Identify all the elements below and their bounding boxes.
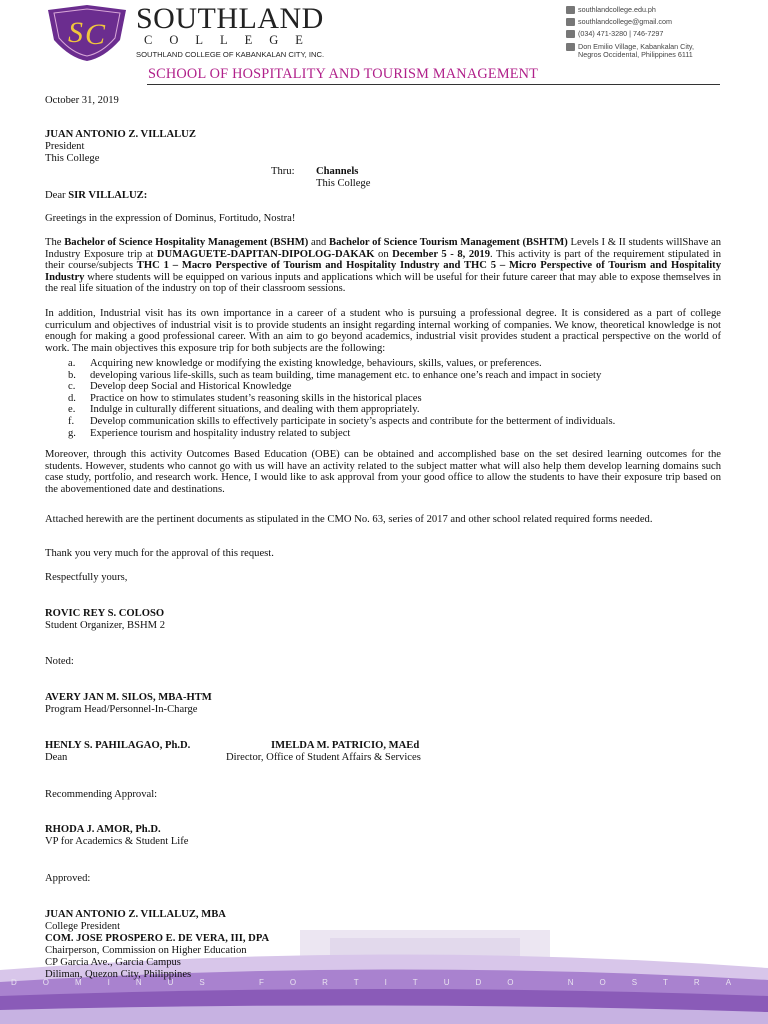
signatory-name: HENLY S. PAHILAGAO, Ph.D. — [45, 740, 191, 751]
brand-fullname: SOUTHLAND COLLEGE OF KABANKALAN CITY, INC. — [136, 50, 325, 59]
paragraph-3: Moreover, through this activity Outcomes Based Education (OBE) can be obtained and accomplished base on the set desired learning outcomes for the students. However, students who cannot go with us will have an activity related to the subject matter what will also help them develop learning domains such case study, portfolio, and research work. Hence, I would like to ask approval from your good office to allow the students to have their exposure trip based on the abovementioned date and destinations. — [45, 449, 721, 495]
list-item: b. developing various life-skills, such as team building, time management etc. to enhance one’s reach and impact in society — [68, 369, 602, 381]
list-item: f. Develop communication skills to effectively participate in society’s aspects and contribute for the betterment of individuals. — [68, 416, 616, 427]
svg-text:S: S — [68, 16, 83, 49]
list-item: c. Develop deep Social and Historical Knowledge — [68, 381, 292, 393]
letter-date: October 31, 2019 — [45, 95, 119, 106]
list-item: g. Experience tourism and hospitality industry related to subject — [68, 427, 351, 439]
recipient-name: JUAN ANTONIO Z. VILLALUZ — [45, 129, 196, 140]
contact-address-1: Don Emilio Village, Kabankalan City, — [578, 42, 694, 51]
signatory-title: VP for Academics & Student Life — [45, 836, 189, 847]
signatory-title: Student Organizer, BSHM 2 — [45, 620, 166, 631]
thru-label: Thru: — [271, 166, 295, 177]
contact-email: southlandcollege@gmail.com — [578, 17, 672, 26]
paragraph-1: The Bachelor of Science Hospitality Management (BSHM) and Bachelor of Science Tourism Management (BSHTM) Levels I & II students willShave an Industry Exposure trip at DUMAGUETE-DAPITAN-DIPOLOG-DAKAK on December 5 - 8, 2019. This activity is part of the requirement stipulated in their course/subjects THC 1 – Macro Perspective of Tourism and Hospitality Industry and THC 5 – Micro Perspective of Tourism and Hospitality Industry where students will be equipped on various inputs and applications which will be useful for their future career that may able to expose themselves in the real life situation of the industry on top of their classroom sessions. — [45, 237, 721, 295]
phone-icon — [566, 30, 575, 38]
signatory-name: COM. JOSE PROSPERO E. DE VERA, III, DPA — [45, 933, 270, 944]
signatory-title: Program Head/Personnel-In-Charge — [45, 704, 198, 715]
closing: Respectfully yours, — [45, 572, 128, 583]
signatory-title: College President — [45, 921, 121, 932]
list-item: d. Practice on how to stimulates student’s reasoning skills in the historical places — [68, 392, 422, 404]
signatory-title: Director, Office of Student Affairs & Services — [226, 752, 421, 763]
footer-motto: DOMINUS FORTITUDO NOSTRA — [10, 978, 758, 987]
signatory-title: Dean — [45, 752, 68, 763]
signatory-name: IMELDA M. PATRICIO, MAEd — [271, 740, 420, 751]
noted-label: Noted: — [45, 656, 74, 667]
contact-web: southlandcollege.edu.ph — [578, 5, 656, 14]
thru-org: This College — [316, 178, 371, 189]
svg-text:C: C — [85, 18, 106, 51]
recommending-label: Recommending Approval: — [45, 789, 158, 800]
thanks-line: Thank you very much for the approval of this request. — [45, 548, 274, 559]
signatory-title: Chairperson, Commission on Higher Education — [45, 945, 247, 956]
salutation-name: SIR VILLALUZ: — [68, 190, 148, 201]
contact-address-2: Negros Occidental, Philippines 6111 — [578, 50, 693, 59]
recipient-title: President — [45, 141, 85, 152]
recipient-org: This College — [45, 153, 100, 164]
web-icon — [566, 6, 575, 14]
signatory-name: AVERY JAN M. SILOS, MBA-HTM — [45, 692, 212, 703]
brand-college: COLLEGE — [144, 33, 320, 47]
signatory-name: RHODA J. AMOR, Ph.D. — [45, 824, 161, 835]
brand-name: SOUTHLAND — [136, 2, 324, 35]
address-line: Diliman, Quezon City, Philippines — [45, 969, 192, 980]
mail-icon — [566, 18, 575, 26]
paragraph-4: Attached herewith are the pertinent documents as stipulated in the CMO No. 63, series of 2017 and other school related required forms needed. — [45, 514, 653, 525]
signatory-name: JUAN ANTONIO Z. VILLALUZ, MBA — [45, 909, 226, 920]
list-item: e. Indulge in culturally different situations, and dealing with them appropriately. — [68, 404, 420, 416]
thru-name: Channels — [316, 166, 359, 177]
signatory-name: ROVIC REY S. COLOSO — [45, 608, 165, 619]
location-icon — [566, 43, 575, 51]
contact-phone: (034) 471-3280 | 746-7297 — [578, 29, 664, 38]
approved-label: Approved: — [45, 873, 91, 884]
header-divider — [147, 84, 720, 85]
paragraph-2: In addition, Industrial visit has its own importance in a career of a student who is pursuing a professional degree. It is considered as a part of college curriculum and objectives of industrial visit is to provide students an insight regarding internal working of companies. We know, theoretical knowledge is not enough for making a good professional career. With an aim to go beyond academics, industrial visit provides student a practical perspective on the world of work. The main objectives this exposure trip for both subjects are the following: — [45, 308, 721, 354]
salutation: Dear SIR VILLALUZ: — [45, 190, 148, 201]
address-line: CP Garcia Ave., Garcia Campus — [45, 957, 181, 968]
greeting: Greetings in the expression of Dominus, Fortitudo, Nostra! — [45, 213, 296, 224]
school-name: SCHOOL OF HOSPITALITY AND TOURISM MANAGEMENT — [148, 66, 539, 82]
list-item: a. Acquiring new knowledge or modifying the existing knowledge, behaviours, skills, values, or preferences. — [68, 358, 542, 369]
college-logo — [46, 4, 128, 62]
